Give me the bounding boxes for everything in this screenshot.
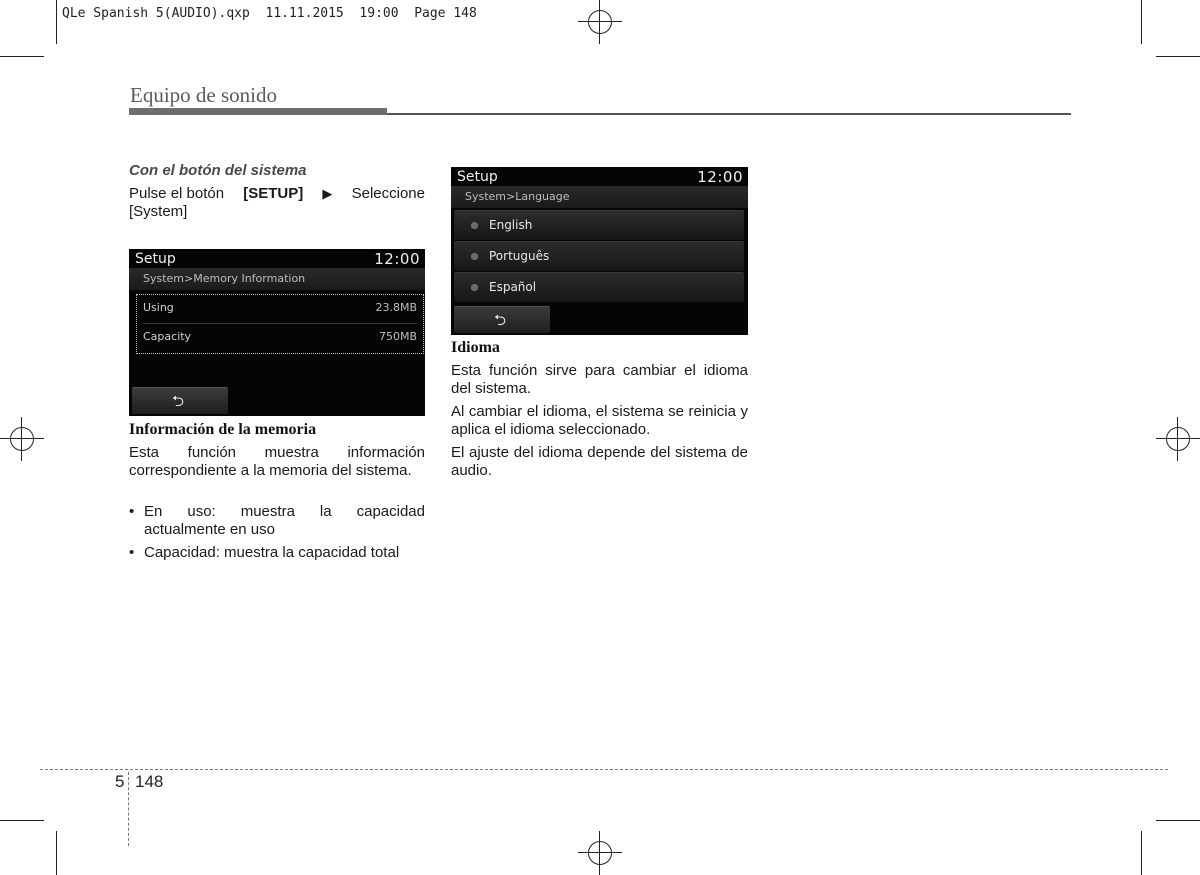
language-paragraph: El ajuste del idioma depende del sistema de audio. [451, 444, 748, 479]
breadcrumb-bar [451, 186, 748, 208]
registration-mark [0, 417, 44, 461]
screen-clock: 12:00 [697, 168, 743, 186]
radio-dot-icon [471, 222, 478, 229]
crop-mark [0, 820, 44, 821]
language-label: English [489, 218, 533, 232]
screen-clock: 12:00 [374, 250, 420, 268]
breadcrumb: System>Language [465, 190, 570, 203]
memory-info-screen [129, 249, 425, 416]
screen-title: Setup [135, 251, 176, 267]
registration-mark [1156, 417, 1200, 461]
crop-mark [0, 56, 44, 57]
section-title: Equipo de sonido [130, 83, 277, 107]
list-item: • Capacidad: muestra la capacidad total [129, 544, 425, 562]
breadcrumb-bar [129, 268, 425, 290]
language-paragraph: Esta función sirve para cambiar el idioma del sistema. [451, 362, 748, 397]
memory-bullets [129, 503, 425, 567]
memory-info-box [136, 294, 424, 354]
breadcrumb: System>Memory Information [143, 272, 306, 285]
instruction-line2: [System] [129, 203, 188, 220]
subheading: Con el botón del sistema [129, 162, 307, 179]
crop-mark [1141, 831, 1142, 875]
header-rule-thin [387, 113, 1071, 115]
crop-mark [1156, 820, 1200, 821]
memory-label: Using [143, 301, 174, 314]
language-heading: Idioma [451, 339, 500, 356]
list-item: • En uso: muestra la capacidad actualmente en uso [129, 503, 425, 539]
memory-info-paragraph: Esta función muestra información correspondiente a la memoria del sistema. [129, 444, 425, 479]
radio-dot-icon [471, 284, 478, 291]
crop-mark [1141, 0, 1142, 44]
print-slug: QLe Spanish 5(AUDIO).qxp 11.11.2015 19:00 Page 148 [62, 6, 477, 21]
language-label: Português [489, 249, 550, 263]
memory-row-capacity [137, 324, 423, 353]
language-label: Español [489, 280, 537, 294]
crop-mark [1156, 56, 1200, 57]
memory-value: 23.8MB [375, 301, 417, 314]
language-option-portugues[interactable] [454, 241, 744, 271]
language-option-english[interactable] [454, 210, 744, 240]
instruction-prefix: Pulse el botón [129, 185, 225, 202]
crop-mark [56, 831, 57, 875]
language-paragraph: Al cambiar el idioma, el sistema se reinicia y aplica el idioma seleccionado. [451, 403, 748, 438]
back-button[interactable] [454, 306, 550, 333]
registration-mark [578, 0, 622, 44]
back-button[interactable] [132, 387, 228, 414]
back-arrow-icon: ⮌ [494, 311, 507, 329]
screen-title: Setup [457, 169, 498, 185]
memory-value: 750MB [378, 330, 417, 343]
registration-mark [578, 831, 622, 875]
instruction-suffix: Seleccione [351, 185, 425, 202]
memory-label: Capacity [143, 330, 192, 343]
crop-mark [56, 0, 57, 44]
page-number: 148 [135, 772, 164, 791]
chapter-number: 5 [115, 772, 125, 791]
language-screen [451, 167, 748, 335]
footer-divider [128, 772, 129, 846]
setup-label: [SETUP] [243, 185, 304, 202]
back-arrow-icon: ⮌ [172, 392, 185, 410]
arrow-icon: ▶ [322, 186, 333, 201]
memory-row-using [137, 295, 423, 324]
footer-rule [40, 769, 1168, 770]
radio-dot-icon [471, 253, 478, 260]
memory-info-heading: Información de la memoria [129, 421, 317, 438]
header-rule-thick [129, 108, 387, 115]
language-option-espanol[interactable] [454, 272, 744, 302]
instruction-text [129, 185, 425, 221]
